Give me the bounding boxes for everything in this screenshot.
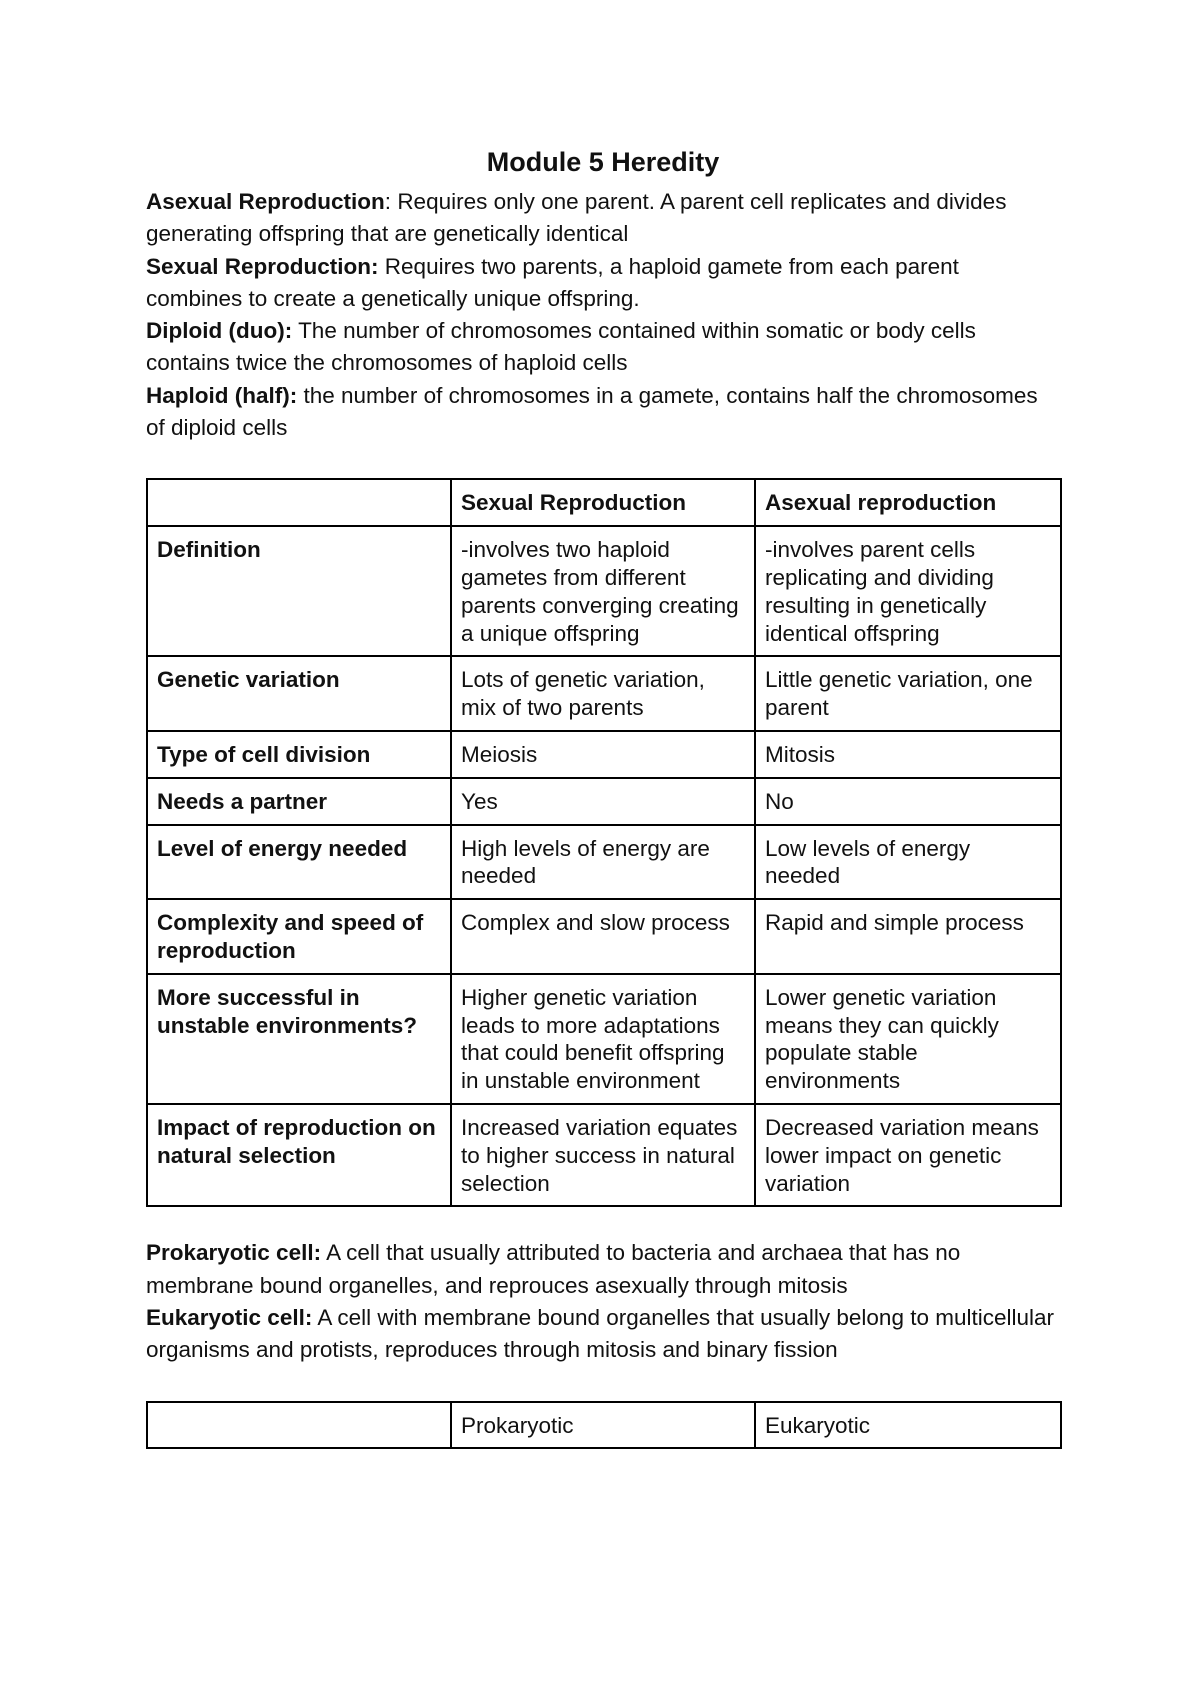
table-header-row <box>147 1402 1061 1449</box>
table-row <box>147 778 1061 825</box>
table-row <box>147 656 1061 731</box>
table-cell: Complex and slow process <box>451 899 755 974</box>
row-header-cell: Type of cell division <box>147 731 451 778</box>
definition-term: Prokaryotic cell: <box>146 1240 322 1266</box>
definition-text: the number of chromosomes in a gamete, contains half the chromosomes of diploid cells <box>146 382 1038 441</box>
row-header-cell: Level of energy needed <box>147 825 451 900</box>
definition-text: A cell with membrane bound organelles that usually belong to multicellular organisms and protists, reproduces through mitosis and binary fission <box>146 1304 1055 1363</box>
definition-text: The number of chromosomes contained within somatic or body cells contains twice the chromosomes of haploid cells <box>146 318 976 376</box>
row-header-cell: Needs a partner <box>147 778 451 825</box>
table-cell: Lower genetic variation means they can quickly populate stable environments <box>755 974 1061 1104</box>
table-cell: Higher genetic variation leads to more adaptations that could benefit offspring in unstable environment <box>451 974 755 1104</box>
definition-term: Haploid (half): <box>146 382 298 408</box>
table-header-cell: Sexual Reproduction <box>451 479 755 526</box>
table-row <box>147 1104 1061 1206</box>
definition-term: Eukaryotic cell: <box>146 1304 313 1330</box>
definition-text: A cell that usually attributed to bacteria and archaea that has no membrane bound organelles, and reprouces asexually through mitosis <box>146 1240 961 1298</box>
table-cell: Decreased variation means lower impact on genetic variation <box>755 1104 1061 1206</box>
definition-asexual-reproduction: Asexual Reproduction: Requires only one parent. A parent cell replicates and divides generating offspring that are genetically identical <box>146 189 1007 247</box>
definition-term: Diploid (duo): <box>146 318 293 344</box>
table-row <box>147 974 1061 1104</box>
definitions-section-2 <box>146 1237 1060 1366</box>
row-header-cell: More successful in unstable environments? <box>147 974 451 1104</box>
table-row <box>147 825 1061 900</box>
page-title: Module 5 Heredity <box>486 147 720 177</box>
definition-sexual-reproduction <box>146 251 1060 316</box>
definition-haploid <box>146 380 1060 445</box>
definition-text: Requires two parents, a haploid gamete from each parent combines to create a genetically unique offspring. <box>146 253 959 311</box>
table-row <box>147 899 1061 974</box>
table-cell: Mitosis <box>755 731 1061 778</box>
table-cell: Meiosis <box>451 731 755 778</box>
document-page <box>146 146 1060 1449</box>
table-cell: Rapid and simple process <box>755 899 1061 974</box>
table-cell: No <box>755 778 1061 825</box>
table-cell: Low levels of energy needed <box>755 825 1061 900</box>
table-row <box>147 731 1061 778</box>
definition-text: Requires only one parent. A parent cell replicates and divides generating offspring that are genetically identical <box>146 189 1007 247</box>
table-cell: Lots of genetic variation, mix of two parents <box>451 656 755 731</box>
table-header-cell <box>147 1402 451 1449</box>
row-header-cell: Complexity and speed of reproduction <box>147 899 451 974</box>
reproduction-comparison-table <box>146 478 1062 1207</box>
row-header-cell: Definition <box>147 526 451 656</box>
table-header-cell: Eukaryotic <box>755 1402 1061 1449</box>
table-row <box>147 526 1061 656</box>
table-cell: -involves parent cells replicating and dividing resulting in genetically identical offspring <box>755 526 1061 656</box>
table-cell: Yes <box>451 778 755 825</box>
table-header-cell: Prokaryotic <box>451 1402 755 1449</box>
table-cell: High levels of energy are needed <box>451 825 755 900</box>
table-header-row <box>147 479 1061 526</box>
table-header-cell: Asexual reproduction <box>755 479 1061 526</box>
cell-type-comparison-table <box>146 1401 1062 1450</box>
table-cell: -involves two haploid gametes from different parents converging creating a unique offspring <box>451 526 755 656</box>
table-cell: Little genetic variation, one parent <box>755 656 1061 731</box>
definitions-section-1 <box>146 186 1060 444</box>
definition-term: Sexual Reproduction: <box>146 253 379 279</box>
definition-diploid <box>146 315 1060 380</box>
row-header-cell: Genetic variation <box>147 656 451 731</box>
definition-term: Asexual Reproduction <box>146 189 385 214</box>
table-cell: Increased variation equates to higher success in natural selection <box>451 1104 755 1206</box>
table-header-cell <box>147 479 451 526</box>
row-header-cell: Impact of reproduction on natural selection <box>147 1104 451 1206</box>
definition-eukaryotic-cell <box>146 1302 1060 1367</box>
definition-prokaryotic-cell <box>146 1237 1060 1302</box>
